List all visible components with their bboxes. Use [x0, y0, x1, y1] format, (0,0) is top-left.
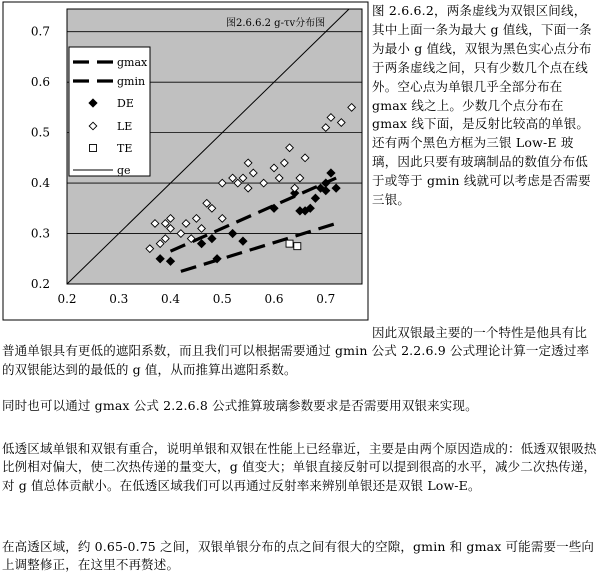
- y-tick-label: 0.6: [30, 75, 50, 90]
- y-tick-label: 0.5: [30, 125, 50, 140]
- g-tv-chart: [0, 0, 372, 322]
- legend-label-gmin: gmin: [117, 75, 146, 88]
- paragraph-2: 同时也可以通过 gmax 公式 2.2.6.8 公式推算玻璃参数要求是否需要用双银来实现。: [2, 398, 478, 413]
- legend-label-ge: ge: [117, 164, 131, 177]
- legend: [69, 47, 150, 177]
- legend-te-marker: [90, 145, 97, 152]
- x-tick-label: 0.7: [316, 292, 336, 306]
- paragraph-3: 低透区域单银和双银有重合，说明单银和双银在性能上已经靠近，主要是由两个原因造成的：低透双银吸热比例相对偏大，使二次热传递的量变大，g 值变大；单银直接反射可以提到很高的水平，减少二次热传递，对 g 值总体贡献小。在低透区域我们可以再通过反射率来辨别单银还是双银 Low-E。: [2, 441, 597, 493]
- y-tick-label: 0.7: [30, 24, 50, 39]
- chart-title: 图2.6.6.2 g-τv分布图: [226, 18, 326, 29]
- te-point: [286, 240, 293, 247]
- x-tick-label: 0.2: [57, 292, 77, 306]
- y-tick-label: 0.2: [30, 277, 50, 291]
- te-point: [294, 243, 301, 250]
- legend-label-te: TE: [117, 142, 133, 155]
- x-tick-label: 0.4: [160, 292, 181, 306]
- paragraph-1: 因此双银最主要的一个特性是他具有比普通单银具有更低的遮阳系数，而且我们可以根据需要通过 gmin 公式 2.2.6.9 公式理论计算一定透过率的双银能达到的最低的 g 值，从而推算出遮阳系数。: [2, 325, 590, 377]
- x-tick-label: 0.5: [212, 292, 232, 306]
- paragraph-4: 在高透区域，约 0.65-0.75 之间，双银单银分布的点之间有很大的空隙，gmin 和 gmax 可能需要一些向上调整修正，在这里不再赘述。: [2, 539, 595, 573]
- legend-label-le: LE: [117, 120, 133, 133]
- x-tick-label: 0.6: [264, 292, 284, 306]
- legend-label-de: DE: [117, 97, 134, 110]
- y-tick-label: 0.3: [30, 226, 50, 241]
- x-tick-label: 0.3: [109, 292, 129, 306]
- y-tick-label: 0.4: [30, 176, 50, 191]
- legend-label-gmax: gmax: [117, 56, 148, 69]
- side-description: 图 2.6.6.2，两条虚线为双银区间线，其中上面一条为最大 g 值线，下面一条为最小 g 值线，双银为黑色实心点分布于两条虚线之间，只有少数几个点在线外。空心点为单银几乎全部分布在 gmax 线之上。少数几个点分布在 gmax 线下面，是反射比较高的单银。还有两个黑色方框为三银 Low-E 玻璃，因此只要有玻璃制品的数值分布低于或等于 gmin 线就可以考虑是否需要三银。: [372, 3, 592, 208]
